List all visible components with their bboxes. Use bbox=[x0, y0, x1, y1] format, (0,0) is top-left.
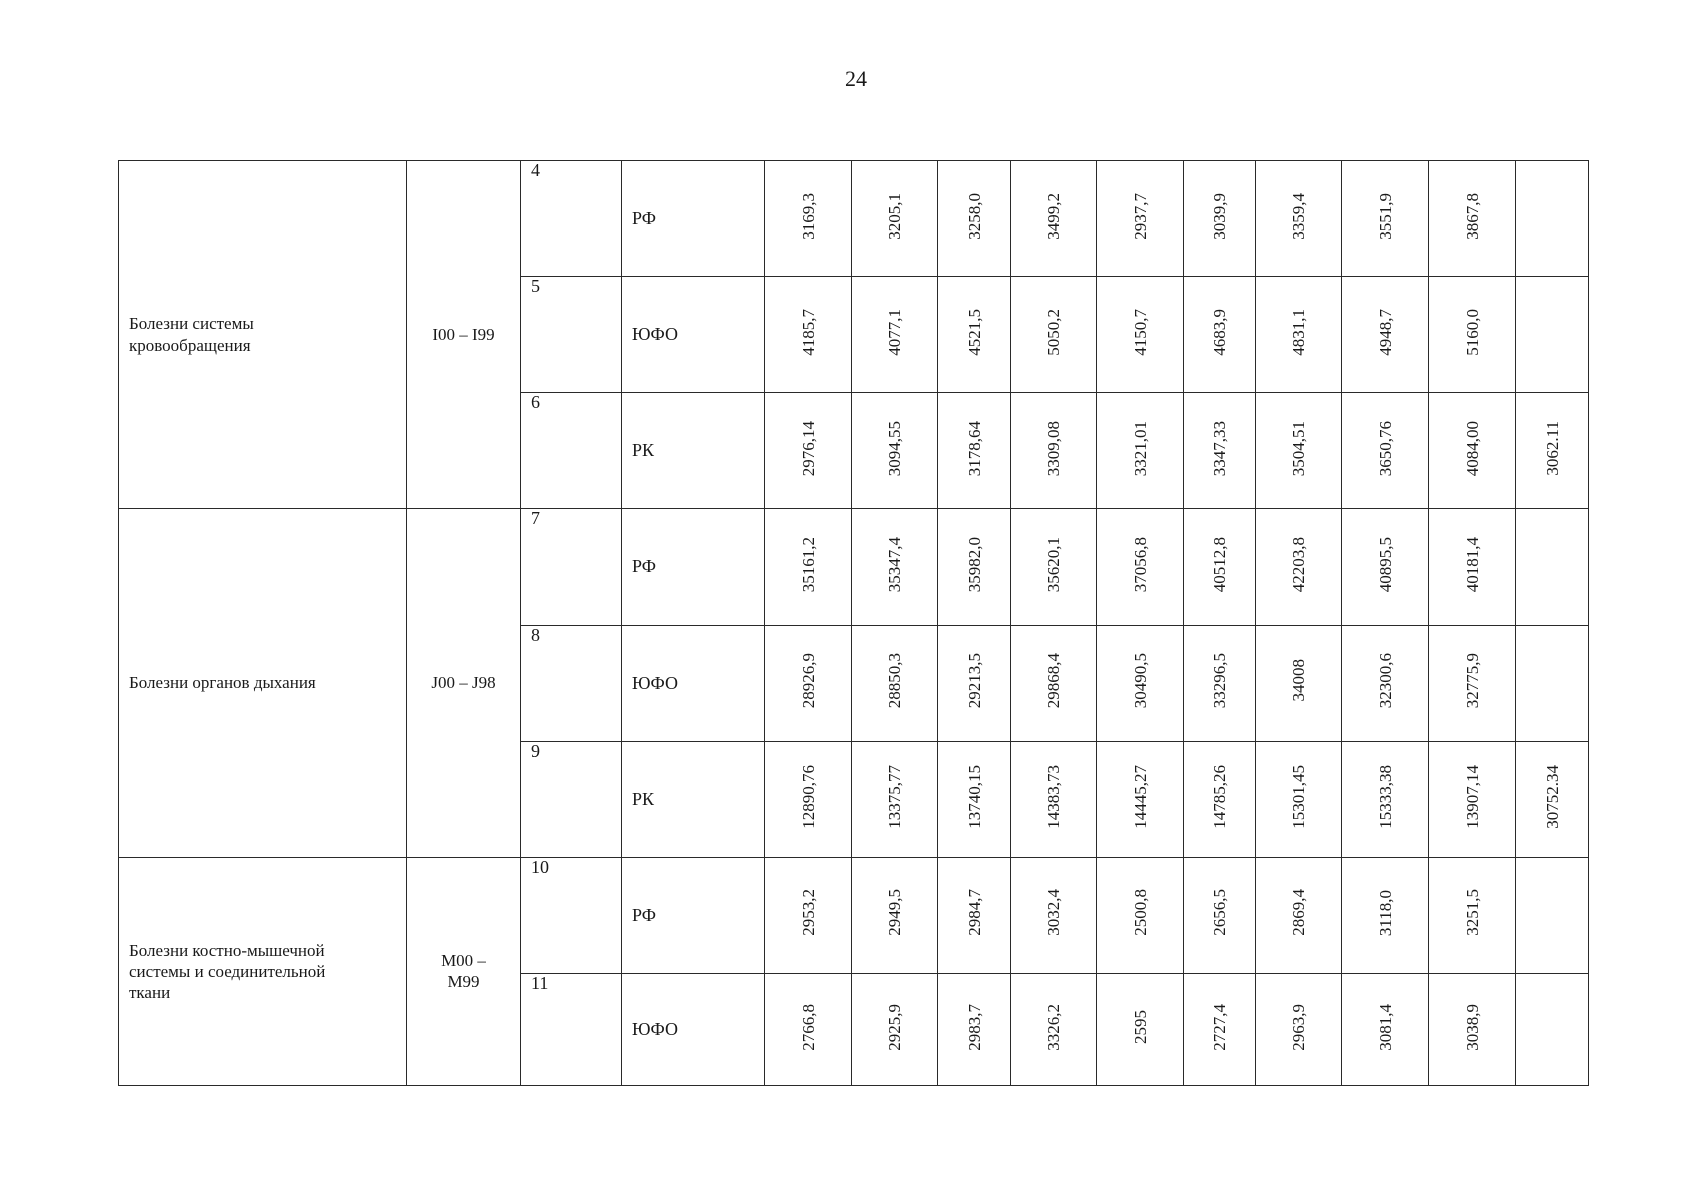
table-row bbox=[119, 161, 1589, 277]
value-cell bbox=[1184, 393, 1256, 509]
table-row bbox=[119, 509, 1589, 625]
value-text: 14785,26 bbox=[1210, 764, 1229, 829]
value-text: 2869,4 bbox=[1289, 889, 1308, 937]
region-cell: РК bbox=[622, 741, 765, 857]
value-text: 4185,7 bbox=[798, 308, 818, 356]
value-text: 13740,15 bbox=[964, 764, 984, 829]
value-text: 2983,7 bbox=[964, 1003, 984, 1051]
value-text: 33296,5 bbox=[1210, 652, 1229, 709]
row-number: 8 bbox=[521, 625, 622, 741]
value-cell bbox=[938, 973, 1011, 1085]
value-cell bbox=[765, 393, 852, 509]
value-text: 3326,2 bbox=[1044, 1003, 1063, 1051]
value-cell bbox=[1342, 625, 1429, 741]
row-number: 5 bbox=[521, 277, 622, 393]
value-cell bbox=[1011, 509, 1097, 625]
icd-code-cell bbox=[407, 857, 521, 1085]
value-cell bbox=[1342, 973, 1429, 1085]
page-number: 24 bbox=[845, 66, 867, 91]
value-cell bbox=[1097, 857, 1184, 973]
value-cell bbox=[1097, 625, 1184, 741]
value-text: 2976,14 bbox=[798, 420, 818, 476]
value-cell bbox=[1429, 161, 1516, 277]
value-cell bbox=[1011, 277, 1097, 393]
value-cell bbox=[852, 393, 938, 509]
value-cell bbox=[1516, 509, 1589, 625]
value-text: 3309,08 bbox=[1044, 420, 1063, 476]
row-number: 11 bbox=[521, 973, 622, 1085]
value-cell bbox=[1184, 277, 1256, 393]
value-text: 3032,4 bbox=[1044, 889, 1063, 937]
value-text: 3094,55 bbox=[885, 420, 904, 476]
value-cell bbox=[1184, 161, 1256, 277]
value-cell bbox=[1097, 973, 1184, 1085]
value-cell bbox=[765, 277, 852, 393]
icd-code-cell bbox=[407, 509, 521, 857]
value-text: 40512,8 bbox=[1210, 536, 1229, 593]
value-cell bbox=[1184, 509, 1256, 625]
value-text: 2937,7 bbox=[1130, 192, 1150, 240]
value-text: 4831,1 bbox=[1289, 308, 1308, 356]
value-text: 3321,01 bbox=[1130, 420, 1150, 476]
value-text: 5050,2 bbox=[1044, 308, 1063, 356]
value-text: 32300,6 bbox=[1375, 652, 1395, 709]
value-cell bbox=[938, 857, 1011, 973]
value-text: 2984,7 bbox=[964, 889, 984, 937]
value-cell bbox=[1256, 741, 1342, 857]
value-text: 2963,9 bbox=[1289, 1003, 1308, 1051]
value-cell bbox=[765, 857, 852, 973]
icd-code-line: M00 – bbox=[441, 951, 486, 971]
disease-name-line: Болезни органов дыхания bbox=[129, 673, 316, 693]
region-cell: ЮФО bbox=[622, 625, 765, 741]
row-number: 4 bbox=[521, 161, 622, 277]
value-text: 2595 bbox=[1130, 1009, 1150, 1044]
value-text: 37056,8 bbox=[1130, 536, 1150, 593]
region-cell: ЮФО bbox=[622, 973, 765, 1085]
value-cell bbox=[1184, 625, 1256, 741]
value-cell bbox=[1097, 509, 1184, 625]
value-cell bbox=[1184, 973, 1256, 1085]
row-number: 6 bbox=[521, 393, 622, 509]
value-text: 3081,4 bbox=[1375, 1003, 1395, 1051]
region-cell: РК bbox=[622, 393, 765, 509]
value-text: 2500,8 bbox=[1130, 889, 1150, 937]
value-text: 14383,73 bbox=[1044, 764, 1063, 829]
value-text: 35161,2 bbox=[798, 536, 818, 593]
value-cell bbox=[765, 161, 852, 277]
value-text: 4683,9 bbox=[1210, 308, 1229, 356]
value-text: 3038,9 bbox=[1462, 1003, 1482, 1051]
value-cell bbox=[1516, 277, 1589, 393]
table-row bbox=[119, 857, 1589, 973]
value-cell bbox=[765, 509, 852, 625]
value-cell bbox=[852, 741, 938, 857]
value-cell bbox=[1256, 393, 1342, 509]
value-cell bbox=[1097, 393, 1184, 509]
value-cell bbox=[1256, 973, 1342, 1085]
value-cell bbox=[765, 741, 852, 857]
disease-name-line: Болезни костно-мышечной bbox=[129, 940, 325, 960]
value-text: 29868,4 bbox=[1044, 652, 1063, 709]
icd-code-line: M99 bbox=[447, 972, 480, 992]
value-cell bbox=[852, 857, 938, 973]
value-cell bbox=[1256, 277, 1342, 393]
value-text: 3062.11 bbox=[1542, 421, 1562, 476]
value-text: 3178,64 bbox=[964, 420, 984, 476]
value-cell bbox=[1429, 741, 1516, 857]
value-cell bbox=[1342, 741, 1429, 857]
value-cell bbox=[1011, 741, 1097, 857]
value-cell bbox=[1429, 277, 1516, 393]
value-cell bbox=[1256, 857, 1342, 973]
value-text: 3359,4 bbox=[1289, 192, 1308, 240]
value-cell bbox=[852, 509, 938, 625]
value-text: 35620,1 bbox=[1044, 536, 1063, 593]
value-cell bbox=[938, 393, 1011, 509]
value-text: 28850,3 bbox=[885, 652, 904, 709]
value-cell bbox=[1516, 741, 1589, 857]
value-text: 14445,27 bbox=[1130, 764, 1150, 829]
value-text: 2949,5 bbox=[885, 889, 904, 937]
value-text: 3867,8 bbox=[1462, 192, 1482, 240]
value-cell bbox=[1342, 857, 1429, 973]
disease-name-line: Болезни системы bbox=[129, 314, 254, 334]
value-text: 3551,9 bbox=[1375, 192, 1395, 240]
value-cell bbox=[1097, 741, 1184, 857]
value-text: 15333,38 bbox=[1375, 764, 1395, 829]
value-text: 35982,0 bbox=[964, 536, 984, 593]
value-text: 40181,4 bbox=[1462, 536, 1482, 593]
value-cell bbox=[1097, 161, 1184, 277]
value-text: 2953,2 bbox=[798, 889, 818, 937]
value-cell bbox=[852, 973, 938, 1085]
value-cell bbox=[852, 161, 938, 277]
value-text: 29213,5 bbox=[964, 652, 984, 709]
value-cell bbox=[1256, 509, 1342, 625]
value-text: 3169,3 bbox=[798, 192, 818, 240]
row-number: 9 bbox=[521, 741, 622, 857]
value-cell bbox=[1516, 857, 1589, 973]
value-cell bbox=[1429, 509, 1516, 625]
value-cell bbox=[1342, 277, 1429, 393]
value-text: 4077,1 bbox=[885, 308, 904, 356]
icd-code-cell bbox=[407, 161, 521, 509]
value-text: 4521,5 bbox=[964, 308, 984, 356]
value-text: 2727,4 bbox=[1210, 1003, 1229, 1051]
value-cell bbox=[1342, 393, 1429, 509]
disease-name-line: системы и соединительной bbox=[129, 961, 326, 981]
disease-name-cell bbox=[119, 509, 407, 857]
value-text: 4150,7 bbox=[1130, 308, 1150, 356]
value-cell bbox=[852, 277, 938, 393]
disease-name-cell bbox=[119, 857, 407, 1085]
value-cell bbox=[1097, 277, 1184, 393]
statistics-table bbox=[118, 160, 1589, 1086]
disease-name-cell bbox=[119, 161, 407, 509]
value-text: 3118,0 bbox=[1375, 889, 1395, 936]
icd-code-line: J00 – J98 bbox=[431, 673, 496, 693]
value-text: 3251,5 bbox=[1462, 889, 1482, 937]
value-cell bbox=[1342, 161, 1429, 277]
row-number: 10 bbox=[521, 857, 622, 973]
value-text: 30752.34 bbox=[1542, 764, 1562, 829]
value-cell bbox=[765, 625, 852, 741]
value-cell bbox=[1011, 973, 1097, 1085]
icd-code-line: I00 – I99 bbox=[432, 325, 495, 345]
value-cell bbox=[938, 509, 1011, 625]
value-cell bbox=[1429, 973, 1516, 1085]
value-text: 34008 bbox=[1289, 659, 1308, 702]
value-text: 2925,9 bbox=[885, 1003, 904, 1051]
value-text: 3499,2 bbox=[1044, 192, 1063, 240]
value-text: 3039,9 bbox=[1210, 192, 1229, 240]
value-cell bbox=[852, 625, 938, 741]
value-cell bbox=[765, 973, 852, 1085]
value-cell bbox=[938, 161, 1011, 277]
disease-name-line: ткани bbox=[129, 983, 171, 1002]
value-cell bbox=[1011, 625, 1097, 741]
value-cell bbox=[1429, 625, 1516, 741]
value-text: 2766,8 bbox=[798, 1003, 818, 1051]
region-cell: РФ bbox=[622, 509, 765, 625]
value-cell bbox=[1429, 393, 1516, 509]
region-cell: РФ bbox=[622, 161, 765, 277]
value-cell bbox=[1516, 161, 1589, 277]
value-cell bbox=[1011, 393, 1097, 509]
region-cell: РФ bbox=[622, 857, 765, 973]
value-text: 35347,4 bbox=[885, 536, 904, 593]
value-cell bbox=[1256, 161, 1342, 277]
value-text: 40895,5 bbox=[1375, 536, 1395, 593]
disease-name-line: кровообращения bbox=[129, 335, 251, 355]
region-cell: ЮФО bbox=[622, 277, 765, 393]
value-text: 4948,7 bbox=[1375, 308, 1395, 356]
value-text: 3650,76 bbox=[1375, 420, 1395, 476]
value-cell bbox=[1256, 625, 1342, 741]
value-cell bbox=[1342, 509, 1429, 625]
value-cell bbox=[1516, 973, 1589, 1085]
value-cell bbox=[1516, 625, 1589, 741]
value-text: 2656,5 bbox=[1210, 889, 1229, 937]
value-text: 3347,33 bbox=[1210, 420, 1229, 476]
row-number: 7 bbox=[521, 509, 622, 625]
value-text: 28926,9 bbox=[798, 652, 818, 709]
value-text: 42203,8 bbox=[1289, 536, 1308, 593]
value-text: 32775,9 bbox=[1462, 652, 1482, 709]
value-text: 30490,5 bbox=[1130, 652, 1150, 709]
value-text: 13375,77 bbox=[885, 764, 904, 829]
value-cell bbox=[938, 625, 1011, 741]
value-cell bbox=[1011, 857, 1097, 973]
value-cell bbox=[1011, 161, 1097, 277]
value-text: 5160,0 bbox=[1462, 308, 1482, 356]
value-cell bbox=[1184, 741, 1256, 857]
value-text: 3504,51 bbox=[1289, 420, 1308, 476]
value-cell bbox=[938, 277, 1011, 393]
value-text: 3258,0 bbox=[964, 192, 984, 240]
value-text: 13907,14 bbox=[1462, 764, 1482, 829]
value-text: 4084,00 bbox=[1462, 420, 1482, 476]
value-cell bbox=[1429, 857, 1516, 973]
value-text: 3205,1 bbox=[885, 192, 904, 240]
value-text: 12890,76 bbox=[798, 764, 818, 829]
value-cell bbox=[1516, 393, 1589, 509]
value-cell bbox=[938, 741, 1011, 857]
value-cell bbox=[1184, 857, 1256, 973]
value-text: 15301,45 bbox=[1289, 764, 1308, 829]
